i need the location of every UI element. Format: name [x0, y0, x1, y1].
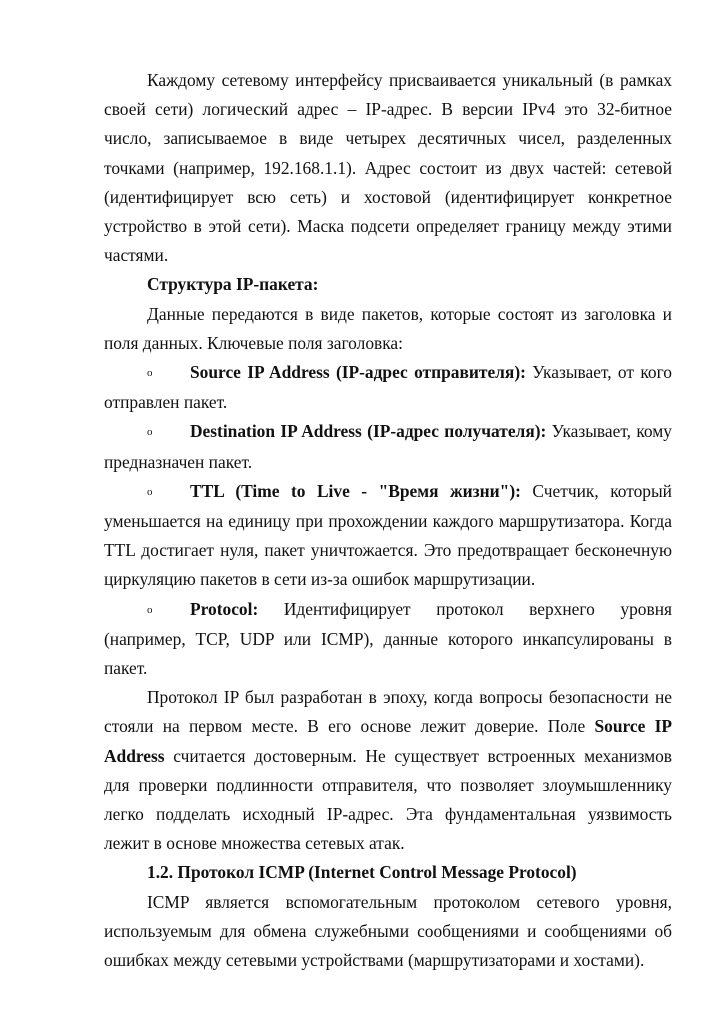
bullet-text: Идентифицирует протокол верхнего уровня (например, TCP, UDP или ICMP), данные которого инкапсулированы в пакет. — [104, 598, 672, 679]
heading-icmp-section: 1.2. Протокол ICMP (Internet Control Message Protocol) — [147, 862, 577, 883]
heading-ip-packet-structure: Структура IP-пакета: — [147, 274, 319, 295]
bullet-marker-icon: o — [147, 367, 153, 380]
bullet-term: Source IP Address (IP-адрес отправителя): — [190, 362, 526, 383]
bullet-protocol — [104, 595, 672, 684]
bullet-source-ip — [104, 358, 672, 417]
bullet-text: Счетчик, который уменьшается на единицу при прохождении каждого маршрутизатора. Когда TTL достигает нуля, пакет уничтожается. Это предотвращает бесконечную циркуляцию пакетов в сети из-за ошибок маршрутизации. — [104, 480, 672, 590]
document-page — [104, 66, 672, 975]
bullet-ttl — [104, 477, 672, 595]
bullet-term: Protocol: — [190, 598, 259, 619]
bullet-marker-icon: o — [147, 485, 153, 498]
paragraph-packet-intro: Данные передаются в виде пакетов, которые состоят из заголовка и поля данных. Ключевые поля заголовка: — [104, 303, 672, 353]
paragraph-ip-security — [104, 683, 672, 858]
bullet-term: TTL (Time to Live - "Время жизни"): — [190, 480, 521, 501]
paragraph-text: Протокол IP был разработан в эпоху, когда вопросы безопасности не стояли на первом месте. В его основе лежит доверие. Поле — [104, 687, 672, 737]
bullet-text: Указывает, кому предназначен пакет. — [104, 421, 672, 472]
bullet-text: Указывает, от кого отправлен пакет. — [104, 362, 672, 413]
paragraph-text: считается достоверным. Не существует встроенных механизмов для проверки подлинности отправителя, что позволяет злоумышленнику легко подделать исходный IP-адрес. Эта фундаментальная уязвимость лежит в основе множества сетевых атак. — [104, 745, 672, 854]
bullet-marker-icon: o — [147, 603, 153, 616]
bullet-term: Destination IP Address (IP-адрес получателя): — [190, 421, 547, 442]
bullet-marker-icon: o — [147, 426, 153, 439]
paragraph-ip-address: Каждому сетевому интерфейсу присваивается уникальный (в рамках своей сети) логический адрес – IP-адрес. В версии IPv4 это 32-битное число, записываемое в виде четырех десятичных чисел, разделенных точками (например, 192.168.1.1). Адрес состоит из двух частей: сетевой (идентифицирует всю сеть) и хостовой (идентифицирует конкретное устройство в этой сети). Маска подсети определяет границу между этими частями. — [104, 70, 672, 266]
bullet-destination-ip — [104, 417, 672, 476]
paragraph-icmp-intro: ICMP является вспомогательным протоколом сетевого уровня, используемым для обмена служебными сообщениями и сообщениями об ошибках между сетевыми устройствами (маршрутизаторами и хостами). — [104, 891, 672, 971]
paragraph-bold-term: Source IP Address — [104, 716, 672, 766]
